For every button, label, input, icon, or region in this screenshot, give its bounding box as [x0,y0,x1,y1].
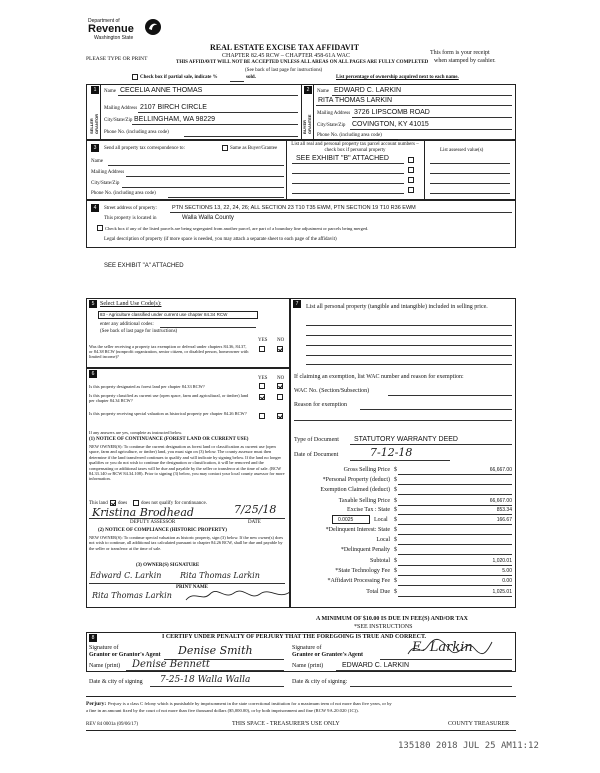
seller-phone-label: Phone No. (including area code) [104,130,169,135]
personal-property-label: List all personal property (tangible and intangible) included in selling price. [306,304,488,310]
state-label: Excise Tax : State [347,507,390,513]
total-value[interactable]: 1,025.01 [492,589,512,595]
affidavit-fee-cur: $ [394,578,397,584]
s5-no-checkbox[interactable] [277,346,283,352]
subtotal-value[interactable]: 1,020.01 [492,558,512,564]
personal-value[interactable] [398,484,512,485]
dor-dept-line1: Department of [88,18,120,24]
doc-date-label: Date of Document [294,452,339,458]
section-1-badge: 1 [91,86,99,94]
grantor-signature[interactable]: Denise Smith [178,644,253,657]
subtotal-cur: $ [394,558,397,564]
s6-p2: NEW OWNER(S): To continue special valuation as historic property, sign (3) below. If the new owner(s) does not wish to continue, all additional tax calculated pursuant to chapter 84.26 RCW, shall be due and payable by the seller or transferor at the time of sale. [89,535,284,551]
wac-input[interactable] [388,395,512,396]
partial-sale-label: Check box if partial sale, indicate % [140,75,218,80]
s6-h3: (3) OWNER(S) SIGNATURE [136,563,200,568]
s6-q2: Is this property classified as current use (open space, farm and agricultural, or timber) land per chapter 84.34 RCW? [89,393,249,404]
see-instructions: *SEE INSTRUCTIONS [354,624,413,630]
grantee-signature[interactable]: E. Larkin [412,640,473,655]
parcel-1[interactable]: SEE EXHIBIT "B" ATTACHED [296,155,389,162]
partial-sale-pct-line[interactable] [230,81,244,82]
located-value[interactable]: Walla Walla County [182,215,234,221]
exemption-claim-label: If claiming an exemption, list WAC number and reason for exemption: [294,374,464,380]
assessor-date[interactable]: 7/25/18 [234,503,277,516]
see-back-header: (See back of last page for instructions) [245,68,323,73]
exemption-cur: $ [394,487,397,493]
located-label: This property is located in [104,216,157,221]
grantee-name-value[interactable]: EDWARD C. LARKIN [342,662,410,669]
certify-statement: I CERTIFY UNDER PENALTY OF PERJURY THAT THE FOREGOING IS TRUE AND CORRECT. [162,634,427,640]
treasurer-stamp: 135180 2018 JUL 25 AM11:12 [398,741,539,751]
s6-h2: (2) NOTICE OF COMPLIANCE (HISTORIC PROPERTY) [98,528,227,533]
buyer-city[interactable]: COVINGTON, KY 41015 [352,121,429,128]
perjury-line-2: a fine in an amount fixed by the court of not more than five thousand dollars ($5,000.00), or by both imprisonment and fine (RCW 9A.20.020 (1C)). [86,708,359,713]
perjury-line-1: Perjury is a class C felony which is punishable by imprisonment in the state correctional institution for a maximum term of not more than five years, or by [108,701,392,706]
section-5-badge: 5 [89,300,97,308]
s5-yes: YES [258,338,268,343]
local-interest-label: Local [376,537,390,543]
grantee-sig-label-2: Grantee or Grantee's Agent [292,652,364,658]
tech-value[interactable]: 5.00 [502,568,512,574]
s5-yes-checkbox[interactable] [259,346,265,352]
buyer-name-2[interactable]: RITA THOMAS LARKIN [318,97,393,104]
taxable-value[interactable]: 66,667.00 [489,498,512,504]
grantor-date-city-value[interactable]: 7-25-18 Walla Walla [160,675,251,685]
grantee-name-label: Name (print) [292,663,324,669]
owner-signature-1[interactable]: Edward C. Larkin [90,571,162,580]
reason-label: Reason for exemption [294,402,347,408]
dor-logo [88,18,168,52]
additional-codes-label: enter any additional codes: [100,322,154,327]
legal-exhibit[interactable]: SEE EXHIBIT "A" ATTACHED [104,263,184,269]
section-3-badge: 3 [91,144,99,152]
personal-cur: $ [394,477,397,483]
grantee-date-city-label: Date & city of signing: [292,679,348,685]
gross-cur: $ [394,467,397,473]
grantor-sig-label-1: Signature of [89,645,119,651]
assessor-signature[interactable]: Kristina Brodhead [92,506,194,519]
s6-this-land: This land [89,501,108,506]
assessor-date-label: DATE [248,520,261,525]
buyer-name-label: Name [317,89,329,94]
grantee-sig-label-1: Signature of [292,645,322,651]
buyer-mailing-label: Mailing Address [317,111,351,116]
buyer-city-label: City/State/Zip [317,123,346,128]
gross-value[interactable]: 66,667.00 [489,467,512,473]
buyer-vertical-label: BUYER GRANTEE [302,114,312,134]
seller-name[interactable]: CECELIA ANNE THOMAS [120,87,203,94]
dor-dept-line3: Washington State [94,35,134,41]
section-6-badge: 6 [89,370,97,378]
owner-signature-scribble-icon [184,588,294,604]
county-treasurer: COUNTY TREASURER [448,721,510,727]
s6-does-not: does not qualify for continuance. [141,501,207,506]
rev-number: REV 84 0001a (09/06/17) [86,722,138,727]
partial-sale-sold: sold. [246,75,256,80]
exemption-value[interactable] [398,494,512,495]
grantor-sig-label-2: Grantor or Grantor's Agent [89,652,161,658]
local-rate: 0.0025 [338,517,354,523]
s3-city-label: City/State/Zip [91,181,120,186]
del-interest-value[interactable] [398,534,512,535]
treasurer-space: THIS SPACE - TREASURER'S USE ONLY [232,721,340,727]
street-label: Street address of property: [104,206,157,211]
doc-date-value[interactable]: 7-12-18 [370,446,413,459]
doc-type-label: Type of Document [294,437,339,443]
buyer-mailing[interactable]: 3726 LIPSCOMB ROAD [354,109,430,116]
grantee-signature-scribble-icon [404,636,494,660]
wac-label: WAC No. (Section/Subsection) [294,388,370,394]
s6-q2-no[interactable] [277,394,283,400]
parcel-4-pp-checkbox[interactable] [408,187,414,193]
total-cur: $ [394,589,397,595]
s3-phone-label: Phone No. (including area code) [91,191,156,196]
s5-no: NO [277,338,285,343]
s6-yes: YES [258,376,268,381]
affidavit-fee-value[interactable]: 0.00 [502,578,512,584]
form-title: REAL ESTATE EXCISE TAX AFFIDAVIT [210,43,360,52]
s3-mailing-label: Mailing Address [91,170,125,175]
buyer-name-1[interactable]: EDWARD C. LARKIN [334,87,402,94]
s6-does: does [118,501,128,506]
list-pct-note: List percentage of ownership acquired next to each name. [336,75,459,80]
local-cur: $ [394,517,397,523]
s6-p1: NEW OWNER(S): To continue the current designation as forest land or classification as current use (open space, farm and agriculture, or timber) land, you must sign on (3) below. The county assessor must then determine if the land transferred continues to qualify and will indicate by signing below. If the land no longer qualifies or you do not wish to continue the designation or classification, it will be removed and the compensating or additional taxes will be due and payable by the seller or transferor at the time of sale. (RCW 84.33.140 or RCW 84.34.108). Prior to signing (3) below, you may contact your local county assessor for more information. [89,444,285,482]
boundary-label: Check box if any of the listed parcels are being segregated from another parcel, are part of a boundary line adjustment or parcels being merged. [105,226,369,231]
grantor-name-value[interactable]: Denise Bennett [132,659,210,670]
assessed-header: List assessed value(s) [440,148,484,153]
parcel-2-pp-checkbox[interactable] [408,167,414,173]
personal-label: *Personal Property (deduct) [322,477,390,483]
tax-table [294,464,514,604]
dor-emblem-icon [144,18,162,36]
grantor-date-city-label: Date & city of signing [89,679,143,685]
gross-label: Gross Selling Price [343,467,390,473]
dor-dept-line2: Revenue [88,23,134,35]
s6-q2-yes[interactable] [259,394,265,400]
s5-see-back: (See back of last page for instructions) [100,329,178,334]
form-chapter: CHAPTER 82.45 RCW – CHAPTER 458-61A WAC [222,53,350,59]
taxable-label: Taxable Selling Price [338,498,390,504]
del-penalty-cur: $ [394,547,397,553]
seller-mailing-label: Mailing Address [104,106,138,111]
section-8-badge: 8 [89,634,97,642]
reason-input[interactable] [360,409,512,410]
same-as-buyer-label: Same as Buyer/Grantee [230,146,278,151]
parcels-header: List all real and personal property tax parcel account numbers – check box if personal property [291,142,419,153]
grantor-name-label: Name (print) [89,663,121,669]
minimum-note: A MINIMUM OF $10.00 IS DUE IN FEE(S) AND/OR TAX [316,616,468,622]
partial-sale-checkbox[interactable] [132,74,138,80]
parcel-3-pp-checkbox[interactable] [408,177,414,183]
receipt-note-1: This form is your receipt [430,50,490,56]
s6-q3-yes[interactable] [259,413,265,419]
seller-name-label: Name [104,89,116,94]
tech-label: *State Technology Fee [335,568,390,574]
owner-signature-2[interactable]: Rita Thomas Larkin [92,591,172,600]
seller-mailing[interactable]: 2107 BIRCH CIRCLE [140,104,207,111]
local-interest-value[interactable] [398,544,512,545]
total-label: Total Due [366,589,390,595]
doc-type-value[interactable]: STATUTORY WARRANTY DEED [354,436,458,443]
local-label: Local [374,517,388,523]
seller-city-label: City/State/Zip [104,118,133,123]
s5-exemption-question: Was the seller receiving a property tax exemption or deferral under chapters 84.36, 84.37, or 84.38 RCW (nonprofit organization, senior citizen, or disabled person, homeowner with limited income)? [89,344,249,360]
send-to-label: Send all property tax correspondence to: [104,146,185,151]
seller-vertical-label: SELLER GRANTOR [89,113,99,134]
receipt-note-2: when stamped by cashier. [434,58,496,64]
deputy-assessor-label: DEPUTY ASSESSOR [130,520,176,525]
owner-signature-1b[interactable]: Rita Thomas Larkin [180,571,260,580]
boundary-checkbox[interactable] [97,225,103,231]
s6-q3: Is this property receiving special valuation as historical property per chapter 84.26 RCW? [89,411,247,416]
s6-no: NO [277,376,285,381]
street-value[interactable]: PTN SECTIONS 13, 22, 24, 26; ALL SECTION 23 T10 T35 EWM, PTN SECTION 19 T10 R36 EWM [172,205,416,211]
section-4-badge: 4 [91,204,99,212]
legal-label: Legal description of property (if more space is needed, you may attach a separate sheet to each page of the affidavit) [104,237,337,242]
section-2-badge: 2 [304,86,312,94]
s6-q3-no[interactable] [277,413,283,419]
s6-q1: Is this property designated as forest land per chapter 84.33 RCW? [89,384,205,389]
seller-city[interactable]: BELLINGHAM, WA 98229 [134,116,216,123]
land-use-code: 83 - Agriculture classified under current use chapter 84.34 RCW [100,312,228,317]
form-warning: THIS AFFIDAVIT WILL NOT BE ACCEPTED UNLESS ALL AREAS ON ALL PAGES ARE FULLY COMPLETED [176,60,429,65]
del-penalty-value[interactable] [398,554,512,555]
please-type: PLEASE TYPE OR PRINT [86,56,148,62]
section-7-badge: 7 [293,300,301,308]
taxable-cur: $ [394,498,397,504]
additional-codes-input[interactable] [160,327,256,328]
state-value[interactable]: 853.34 [496,507,512,513]
buyer-phone-label: Phone No. (including area code) [317,133,382,138]
parcel-1-pp-checkbox[interactable] [408,157,414,163]
del-interest-label: *Delinquent Interest: State [325,527,390,533]
perjury-label: Perjury: [86,701,107,707]
s6-q1-no[interactable] [277,383,283,389]
affidavit-fee-label: *Affidavit Processing Fee [327,578,390,584]
local-value[interactable]: 166.67 [496,517,512,523]
s6-if-yes: If any answers are yes, complete as instructed below. [89,430,183,435]
print-name-label: PRINT NAME [176,585,208,590]
local-interest-cur: $ [394,537,397,543]
same-as-buyer-checkbox[interactable] [222,145,228,151]
subtotal-label: Subtotal [369,558,390,564]
land-use-label: Select Land Use Code(s): [100,301,162,307]
del-penalty-label: *Delinquent Penalty [340,547,390,553]
s3-name-label: Name [91,159,103,164]
s6-q1-yes[interactable] [259,383,265,389]
del-interest-cur: $ [394,527,397,533]
tech-cur: $ [394,568,397,574]
state-cur: $ [394,507,397,513]
exemption-label: Exemption Claimed (deduct) [320,487,390,493]
s6-h1: (1) NOTICE OF CONTINUANCE (FOREST LAND OR CURRENT USE) [89,437,249,442]
